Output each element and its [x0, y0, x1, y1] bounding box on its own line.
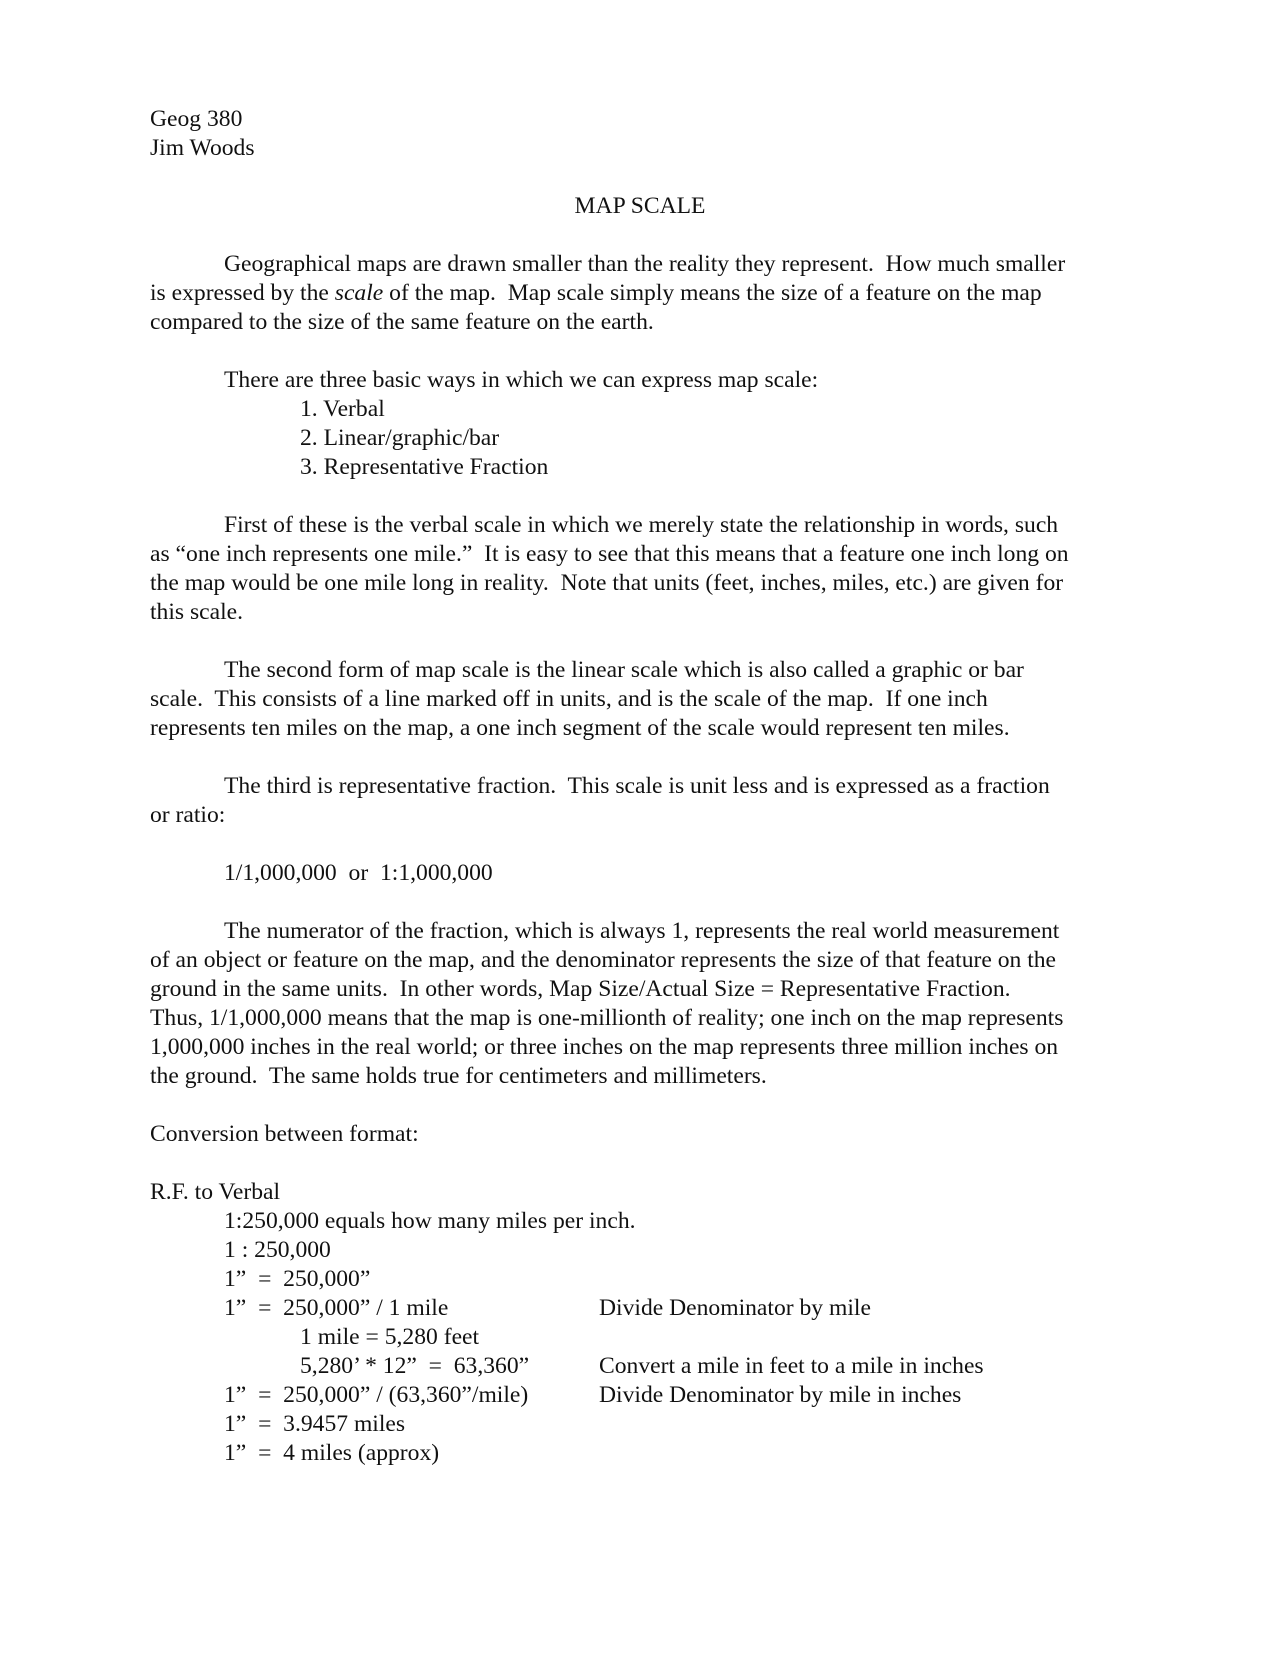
- numerator-line: 1,000,000 inches in the real world; or three inches on the map represents three million inches on: [150, 1034, 1059, 1060]
- numerator-line: the ground. The same holds true for centimeters and millimeters.: [150, 1063, 767, 1089]
- intro-line-3: compared to the size of the same feature on the earth.: [150, 309, 654, 335]
- verbal-line: as “one inch represents one mile.” It is easy to see that this means that a feature one inch long on: [150, 541, 1069, 567]
- conversion-step: 1” = 250,000”: [224, 1266, 371, 1292]
- conversion-step: 1” = 4 miles (approx): [224, 1440, 440, 1466]
- rf-line: or ratio:: [150, 802, 226, 828]
- intro-line-2: [150, 279, 1042, 308]
- conversion-step: 1” = 250,000” / 1 mile: [224, 1295, 449, 1321]
- verbal-line: First of these is the verbal scale in which we merely state the relationship in words, such: [224, 512, 1059, 538]
- conversion-step: 1 : 250,000: [224, 1237, 331, 1263]
- numerator-line: ground in the same units. In other words, Map Size/Actual Size = Representative Fraction.: [150, 976, 1011, 1002]
- ways-lead: There are three basic ways in which we can express map scale:: [224, 367, 819, 393]
- conversion-subheading: R.F. to Verbal: [150, 1179, 281, 1205]
- conversion-step: 5,280’ * 12” = 63,360”: [300, 1353, 530, 1379]
- conversion-note: Convert a mile in feet to a mile in inches: [599, 1353, 984, 1379]
- conversion-step: 1:250,000 equals how many miles per inch.: [224, 1208, 636, 1234]
- intro-line-1: Geographical maps are drawn smaller than the reality they represent. How much smaller: [224, 251, 1066, 277]
- course-code: Geog 380: [150, 106, 243, 132]
- conversion-step: 1 mile = 5,280 feet: [300, 1324, 480, 1350]
- conversion-note: Divide Denominator by mile in inches: [599, 1382, 962, 1408]
- rf-line: The third is representative fraction. This scale is unit less and is expressed as a fraction: [224, 773, 1050, 799]
- verbal-line: this scale.: [150, 599, 244, 625]
- intro-line-2-post: of the map. Map scale simply means the size of a feature on the map: [383, 280, 1042, 306]
- ways-item: 2. Linear/graphic/bar: [300, 425, 500, 451]
- verbal-line: the map would be one mile long in reality. Note that units (feet, inches, miles, etc.) are given for: [150, 570, 1064, 596]
- ways-item: 1. Verbal: [300, 396, 385, 422]
- intro-scale-term: scale: [334, 280, 384, 306]
- rf-example: 1/1,000,000 or 1:1,000,000: [224, 860, 493, 886]
- conversion-step: 1” = 250,000” / (63,360”/mile): [224, 1382, 529, 1408]
- conversion-note: Divide Denominator by mile: [599, 1295, 871, 1321]
- author-name: Jim Woods: [150, 135, 255, 161]
- linear-line: scale. This consists of a line marked off in units, and is the scale of the map. If one inch: [150, 686, 988, 712]
- numerator-line: of an object or feature on the map, and the denominator represents the size of that feature on the: [150, 947, 1057, 973]
- page-title: MAP SCALE: [574, 193, 706, 219]
- conversion-heading: Conversion between format:: [150, 1121, 419, 1147]
- numerator-line: Thus, 1/1,000,000 means that the map is one-millionth of reality; one inch on the map represents: [150, 1005, 1064, 1031]
- linear-line: represents ten miles on the map, a one inch segment of the scale would represent ten miles.: [150, 715, 1010, 741]
- linear-line: The second form of map scale is the linear scale which is also called a graphic or bar: [224, 657, 1024, 683]
- ways-item: 3. Representative Fraction: [300, 454, 549, 480]
- intro-line-2-pre: is expressed by the: [150, 280, 335, 306]
- conversion-step: 1” = 3.9457 miles: [224, 1411, 406, 1437]
- numerator-line: The numerator of the fraction, which is always 1, represents the real world measurement: [224, 918, 1060, 944]
